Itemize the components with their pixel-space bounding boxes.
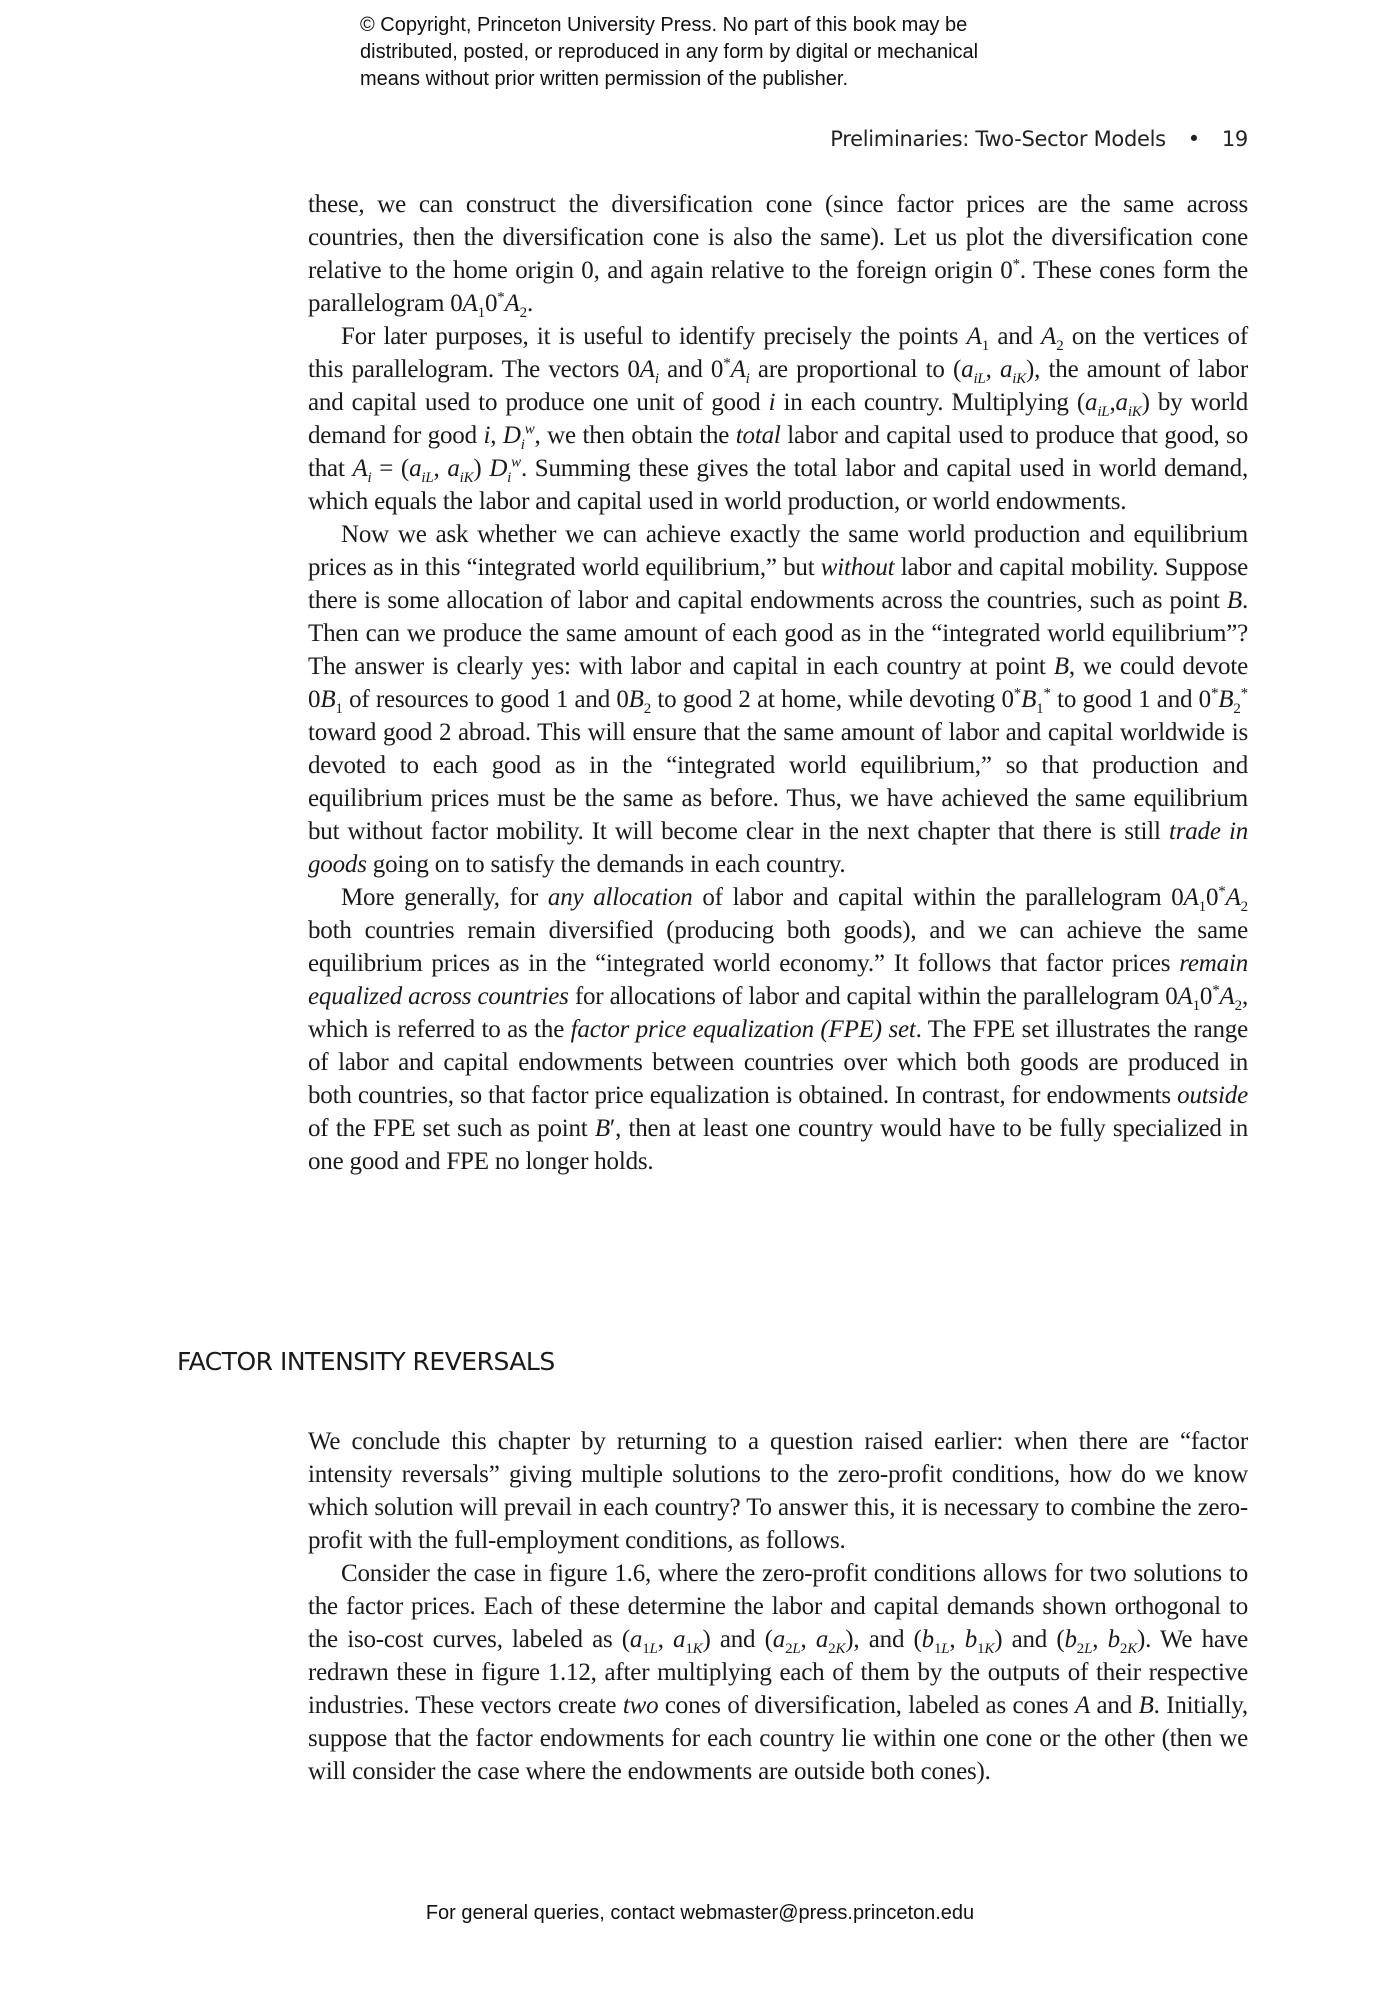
paragraph: these, we can construct the diversification cone (since factor prices are the same across countries, then the diversification cone is also the same). Let us plot the diversification cone relative to the home origin 0, and again relative to the foreign origin 0*. These cones form the parallelogram $0A_10^*A_2$. [308, 191, 1248, 321]
footer-contact: For general queries, contact webmaster@press.princeton.edu [425, 1902, 975, 1924]
separator-bullet: • [1187, 127, 1200, 151]
copyright-line: means without prior written permission of the publisher. [360, 68, 849, 90]
copyright-line: © Copyright, Princeton University Press. No part of this book may be [360, 14, 968, 36]
paragraph: Now we ask whether we can achieve exactly the same world production and equilibrium prices as in this “integrated world equilibrium,” but without labor and capital mobility. Suppose there is some allocation of labor and capital endowments across the countries, such as point B. Then can we produce the same amount of each good as in the “integrated world equilibrium”? The answer is clearly yes: with labor and capital in each country at point B, we could devote $0B_1$ of resources to good 1 and $0B_2$ to good 2 at home, while devoting $0^*B_1^*$ to good 1 and $0^*B_2^*$ toward good 2 abroad. This will ensure that the same amount of labor and capital worldwide is devoted to each good as in the “integrated world equilibrium,” so that production and equilibrium prices must be the same as before. Thus, we have achieved the same equilibrium but without factor mobility. It will become clear in the next chapter that there is still trade in goods going on to satisfy the demands in each country. [308, 521, 1248, 878]
chapter-title: Preliminaries: Two-Sector Models [830, 127, 1166, 151]
section-2-body [308, 1425, 1248, 1788]
paragraph: More generally, for any allocation of labor and capital within the parallelogram $0A_10^*A_2$ both countries remain diversified (producing both goods), and we can achieve the same equilibrium prices as in the “integrated world economy.” It follows that factor prices remain equalized across countries for allocations of labor and capital within the parallelogram $0A_10^*A_2$, which is referred to as the factor price equalization (FPE) set. The FPE set illustrates the range of labor and capital endowments between countries over which both goods are produced in both countries, so that factor price equalization is obtained. In contrast, for endowments outside of the FPE set such as point B′, then at least one country would have to be fully specialized in one good and FPE no longer holds. [308, 883, 1248, 1175]
copyright-line: distributed, posted, or reproduced in any form by digital or mechanical [360, 41, 979, 63]
paragraph: Consider the case in figure 1.6, where the zero-profit conditions allows for two solutions to the factor prices. Each of these determine the labor and capital demands shown orthogonal to the iso-cost curves, labeled as ($a_{1L}$, $a_{1K}$) and ($a_{2L}$, $a_{2K}$), and ($b_{1L}$, $b_{1K}$) and ($b_{2L}$, $b_{2K}$). We have redrawn these in figure 1.12, after multiplying each of them by the outputs of their respective industries. These vectors create two cones of diversification, labeled as cones A and B. Initially, suppose that the factor endowments for each country lie within one cone or the other (then we will consider the case where the endowments are outside both cones). [308, 1560, 1248, 1785]
paragraph: For later purposes, it is useful to identify precisely the points $A_1$ and $A_2$ on the vertices of this parallelogram. The vectors $0A_i$ and $0^*A_i$ are proportional to ($a_{iL}$, $a_{iK}$), the amount of labor and capital used to produce one unit of good i in each country. Multiplying $(a_{iL},a_{iK})$ by world demand for good i, $D_i^w$, we then obtain the total labor and capital used to produce that good, so that $A_i = (a_{iL}$, $a_{iK}$) $D_i^w$. Summing these gives the total labor and capital used in world demand, which equals the labor and capital used in world production, or world endowments. [308, 323, 1249, 515]
section-1-body [308, 188, 1248, 1178]
page-number: 19 [1221, 127, 1248, 151]
paragraph: We conclude this chapter by returning to a question raised earlier: when there are “factor intensity reversals” giving multiple solutions to the zero-profit conditions, how do we know which solution will prevail in each country? To answer this, it is necessary to combine the zero-profit with the full-employment conditions, as follows. [308, 1428, 1248, 1554]
running-head [830, 127, 1248, 151]
section-heading: FACTOR INTENSITY REVERSALS [177, 1347, 555, 1376]
copyright-notice [360, 12, 1080, 93]
